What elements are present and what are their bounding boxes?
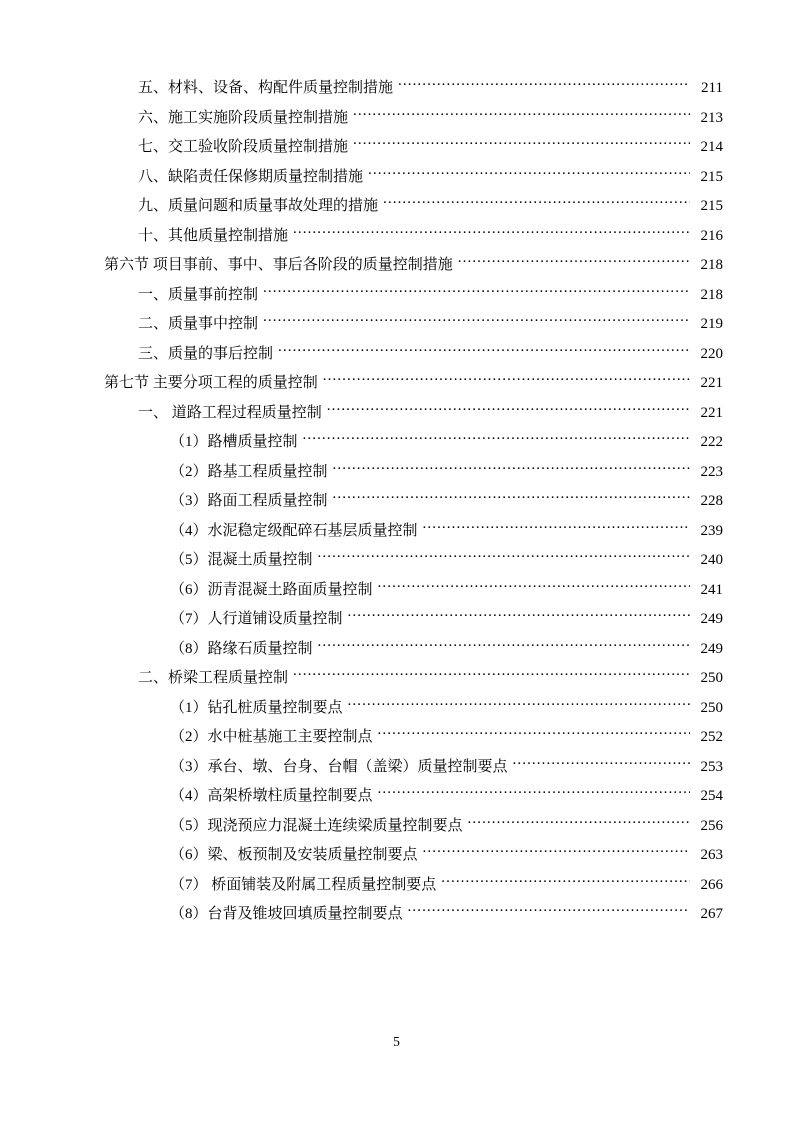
toc-leader-dots xyxy=(303,432,690,446)
toc-entry[interactable] xyxy=(70,255,723,275)
toc-entry-label: 六、施工实施阶段质量控制措施 xyxy=(138,109,349,126)
toc-entry-page: 253 xyxy=(700,758,723,775)
toc-entry-label: （6）沥青混凝土路面质量控制 xyxy=(170,581,373,598)
toc-entry-label: （3）承台、墩、台身、台帽（盖梁）质量控制要点 xyxy=(170,758,508,775)
toc-leader-dots xyxy=(458,255,690,269)
toc-entry-page: 211 xyxy=(701,80,723,96)
toc-entry-page: 250 xyxy=(700,699,723,716)
toc-entry-label: 五、材料、设备、构配件质量控制措施 xyxy=(138,80,394,96)
toc-entry[interactable] xyxy=(70,757,723,777)
toc-entry-label: 一、 道路工程过程质量控制 xyxy=(138,404,322,421)
toc-entry-page: 215 xyxy=(700,168,723,185)
toc-entry-label: （1）路槽质量控制 xyxy=(170,434,298,450)
toc-leader-dots xyxy=(378,786,690,800)
toc-entry[interactable] xyxy=(70,609,723,629)
toc-entry-page: 218 xyxy=(700,286,723,303)
toc-entry-label: （5）混凝土质量控制 xyxy=(170,552,313,568)
toc-leader-dots xyxy=(263,314,690,328)
toc-entry[interactable] xyxy=(70,78,723,98)
toc-leader-dots xyxy=(368,167,690,181)
toc-entry-label: 三、质量的事后控制 xyxy=(138,345,274,362)
toc-entry[interactable] xyxy=(70,875,723,895)
toc-entry[interactable] xyxy=(70,167,723,187)
toc-leader-dots xyxy=(398,78,690,92)
toc-entry-label: （1）钻孔桩质量控制要点 xyxy=(170,699,343,716)
toc-entry-label: 九、质量问题和质量事故处理的措施 xyxy=(138,198,379,214)
toc-entry[interactable] xyxy=(70,580,723,600)
toc-entry[interactable] xyxy=(70,108,723,128)
toc-entry[interactable] xyxy=(70,550,723,570)
toc-leader-dots xyxy=(318,639,690,653)
toc-entry-label: （7） 桥面铺装及附属工程质量控制要点 xyxy=(170,876,437,893)
toc-entry-page: 216 xyxy=(700,227,723,244)
toc-entry[interactable] xyxy=(70,462,723,482)
toc-entry-label: 七、交工验收阶段质量控制措施 xyxy=(138,139,349,155)
toc-entry-page: 222 xyxy=(700,434,723,450)
toc-entry-label: 第六节 项目事前、事中、事后各阶段的质量控制措施 xyxy=(104,257,453,273)
toc-entry-label: （4）高架桥墩柱质量控制要点 xyxy=(170,788,373,804)
toc-entry-page: 239 xyxy=(700,522,723,539)
toc-entry-label: （5）现浇预应力混凝土连续梁质量控制要点 xyxy=(170,817,463,834)
toc-entry-page: 249 xyxy=(700,640,723,657)
toc-entry[interactable] xyxy=(70,668,723,688)
toc-entry-label: （6）梁、板预制及安装质量控制要点 xyxy=(170,847,418,863)
toc-entry-label: 二、桥梁工程质量控制 xyxy=(138,670,289,686)
toc-leader-dots xyxy=(293,226,690,240)
toc-entry-label: 二、质量事中控制 xyxy=(138,316,259,332)
toc-leader-dots xyxy=(383,196,690,210)
toc-entry-page: 266 xyxy=(700,876,723,893)
toc-entry-label: （2）路基工程质量控制 xyxy=(170,463,328,480)
toc-leader-dots xyxy=(348,609,690,623)
toc-entry-label: 第七节 主要分项工程的质量控制 xyxy=(104,375,318,391)
toc-entry[interactable] xyxy=(70,845,723,865)
toc-entry[interactable] xyxy=(70,904,723,924)
toc-entry-label: 十、其他质量控制措施 xyxy=(138,227,289,244)
toc-entry-page: 221 xyxy=(700,375,723,391)
toc-entry[interactable] xyxy=(70,314,723,334)
toc-entry-page: 214 xyxy=(700,139,723,155)
toc-leader-dots xyxy=(333,491,690,505)
toc-leader-dots xyxy=(423,845,690,859)
toc-entry-page: 249 xyxy=(700,611,723,627)
toc-entry-label: （8）台背及锥坡回填质量控制要点 xyxy=(170,906,403,922)
toc-entry-page: 220 xyxy=(700,345,723,362)
toc-entry-page: 267 xyxy=(700,906,723,922)
toc-entry-page: 215 xyxy=(700,198,723,214)
toc-entry-page: 213 xyxy=(700,109,723,126)
toc-entry[interactable] xyxy=(70,403,723,423)
toc-entry-page: 254 xyxy=(700,788,723,804)
toc-entry[interactable] xyxy=(70,373,723,393)
toc-leader-dots xyxy=(278,344,690,358)
toc-entry-page: 218 xyxy=(700,257,723,273)
toc-leader-dots xyxy=(353,137,690,151)
toc-entry-page: 221 xyxy=(700,404,723,421)
toc-leader-dots xyxy=(318,550,690,564)
toc-entry-page: 252 xyxy=(700,729,723,745)
toc-entry[interactable] xyxy=(70,137,723,157)
toc-entry-label: （3）路面工程质量控制 xyxy=(170,493,328,509)
toc-entry-label: （4）水泥稳定级配碎石基层质量控制 xyxy=(170,522,418,539)
toc-entry-label: （8）路缘石质量控制 xyxy=(170,640,313,657)
toc-leader-dots xyxy=(408,904,690,918)
toc-entry-page: 241 xyxy=(700,581,723,598)
toc-entry-page: 223 xyxy=(700,463,723,480)
toc-entry-page: 219 xyxy=(700,316,723,332)
toc-leader-dots xyxy=(378,727,690,741)
toc-entry-label: 一、质量事前控制 xyxy=(138,286,259,303)
toc-entry[interactable] xyxy=(70,344,723,364)
toc-entry[interactable] xyxy=(70,226,723,246)
toc-leader-dots xyxy=(423,521,690,535)
toc-entry-page: 228 xyxy=(700,493,723,509)
toc-leader-dots xyxy=(333,462,690,476)
toc-entry[interactable] xyxy=(70,196,723,216)
toc-leader-dots xyxy=(293,668,690,682)
toc-leader-dots xyxy=(327,403,690,417)
toc-leader-dots xyxy=(378,580,690,594)
toc-entry[interactable] xyxy=(70,786,723,806)
toc-leader-dots xyxy=(513,757,690,771)
toc-leader-dots xyxy=(263,285,690,299)
toc-entry[interactable] xyxy=(70,432,723,452)
toc-entry[interactable] xyxy=(70,639,723,659)
toc-entry[interactable] xyxy=(70,285,723,305)
toc-entry[interactable] xyxy=(70,521,723,541)
toc-entry-page: 250 xyxy=(700,670,723,686)
page-number: 5 xyxy=(393,1034,400,1049)
toc-entry-label: 八、缺陷责任保修期质量控制措施 xyxy=(138,168,364,185)
table-of-contents xyxy=(70,78,723,924)
toc-entry-page: 256 xyxy=(700,817,723,834)
toc-leader-dots xyxy=(348,698,690,712)
toc-entry-page: 263 xyxy=(700,847,723,863)
toc-entry[interactable] xyxy=(70,491,723,511)
toc-leader-dots xyxy=(353,108,690,122)
toc-leader-dots xyxy=(323,373,690,387)
toc-leader-dots xyxy=(441,875,690,889)
toc-leader-dots xyxy=(468,816,690,830)
toc-entry[interactable] xyxy=(70,727,723,747)
toc-entry-label: （2）水中桩基施工主要控制点 xyxy=(170,729,373,745)
toc-entry[interactable] xyxy=(70,816,723,836)
toc-entry-page: 240 xyxy=(700,552,723,568)
page-footer xyxy=(0,1034,793,1050)
toc-entry-label: （7）人行道铺设质量控制 xyxy=(170,611,343,627)
toc-entry[interactable] xyxy=(70,698,723,718)
